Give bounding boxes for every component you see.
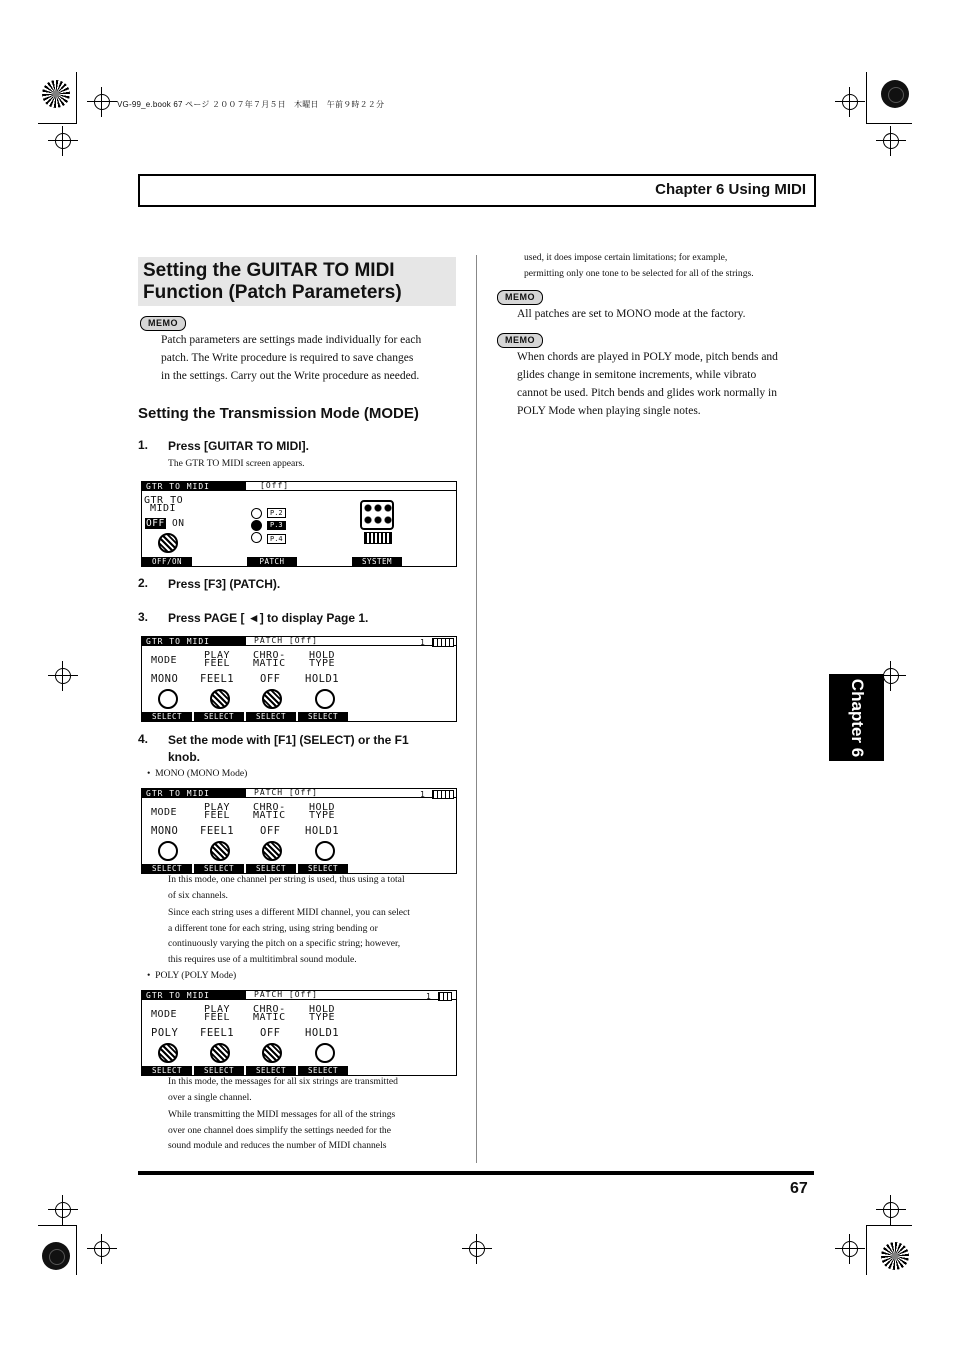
bullet-poly bbox=[147, 968, 236, 984]
crosshair-icon bbox=[55, 668, 71, 684]
memo-text bbox=[161, 331, 421, 385]
fkey-select: SELECT bbox=[298, 712, 348, 721]
continued-text bbox=[524, 250, 754, 281]
lcd-title-rule bbox=[242, 490, 456, 491]
memo-line: in the settings. Carry out the Write procedure as needed. bbox=[161, 370, 420, 382]
lcd-title: GTR TO MIDI bbox=[142, 482, 246, 491]
lcd-page: 1 bbox=[420, 790, 426, 799]
text-line: this requires use of a multitimbral sound module. bbox=[168, 953, 357, 965]
crop-mark bbox=[866, 72, 867, 124]
registration-target-icon bbox=[42, 80, 70, 108]
crosshair-icon bbox=[883, 133, 899, 149]
param-label: PLAY bbox=[204, 1004, 231, 1015]
param-value: FEEL1 bbox=[200, 825, 235, 837]
step-line: Set the mode with [F1] (SELECT) or the F1 bbox=[168, 733, 409, 747]
text-line: glides change in semitone increments, while vibrato bbox=[517, 369, 757, 381]
param-label: CHRO- bbox=[253, 1004, 286, 1015]
bullet-text: POLY (POLY Mode) bbox=[155, 970, 237, 981]
step-number: 4. bbox=[138, 732, 149, 746]
param-label: MODE bbox=[151, 655, 178, 666]
param-value: MONO bbox=[151, 673, 179, 685]
param-label: MATIC bbox=[253, 1012, 286, 1023]
knob-icon bbox=[315, 689, 335, 709]
lcd-screen-mono bbox=[141, 788, 457, 874]
memo-line: patch. The Write procedure is required to save changes bbox=[161, 352, 414, 364]
lcd-screen-poly bbox=[141, 990, 457, 1076]
fkey-select: SELECT bbox=[194, 864, 244, 873]
fkey-select: SELECT bbox=[142, 1066, 192, 1075]
step-number: 2. bbox=[138, 576, 149, 590]
crosshair-icon bbox=[94, 94, 110, 110]
param-value: OFF bbox=[260, 825, 281, 837]
knob-icon bbox=[158, 689, 178, 709]
crop-mark bbox=[866, 1225, 912, 1226]
lcd-status: [Off] bbox=[260, 481, 290, 490]
fkey-select: SELECT bbox=[298, 1066, 348, 1075]
registration-target-icon bbox=[881, 80, 909, 108]
patch-selector-graphic bbox=[247, 500, 297, 546]
poly-description bbox=[168, 1074, 398, 1154]
subsection-title: Setting the Transmission Mode (MODE) bbox=[138, 405, 419, 422]
section-title-line1: Setting the GUITAR TO MIDI bbox=[143, 260, 395, 281]
page-indicator-icon bbox=[432, 790, 454, 799]
step-number: 3. bbox=[138, 610, 149, 624]
param-label: PLAY bbox=[204, 802, 231, 813]
lcd-label: GTR TO bbox=[144, 495, 184, 506]
text-line: While transmitting the MIDI messages for all of the strings bbox=[168, 1109, 396, 1120]
text-line: over one channel does simplify the settings needed for the bbox=[168, 1124, 391, 1136]
param-label: MATIC bbox=[253, 658, 286, 669]
param-label: FEEL bbox=[204, 810, 231, 821]
text-line: cannot be used. Pitch bends and glides work normally in bbox=[517, 387, 777, 399]
param-label: MATIC bbox=[253, 810, 286, 821]
led-icon bbox=[251, 508, 262, 519]
knob-icon bbox=[210, 1043, 230, 1063]
knob-icon bbox=[158, 1043, 178, 1063]
param-label: FEEL bbox=[204, 1012, 231, 1023]
section-heading bbox=[138, 257, 456, 306]
memo-text bbox=[517, 348, 778, 420]
text-line: In this mode, the messages for all six strings are transmitted bbox=[168, 1076, 398, 1087]
crosshair-icon bbox=[469, 1241, 485, 1257]
param-label: CHRO- bbox=[253, 802, 286, 813]
param-value: HOLD1 bbox=[305, 825, 340, 837]
fkey-select: SELECT bbox=[194, 712, 244, 721]
patch-p3-selected: P.3 bbox=[267, 521, 286, 530]
registration-target-icon bbox=[881, 1242, 909, 1270]
crosshair-icon bbox=[94, 1241, 110, 1257]
fkey-select: SELECT bbox=[142, 712, 192, 721]
page-indicator-icon bbox=[438, 992, 452, 1001]
param-value: POLY bbox=[151, 1027, 179, 1039]
column-divider bbox=[476, 255, 477, 1163]
chapter-title: Chapter 6 Using MIDI bbox=[655, 181, 806, 198]
lcd-screen-gtr-to-midi bbox=[141, 481, 457, 567]
param-value: FEEL1 bbox=[200, 673, 235, 685]
fkey-system: SYSTEM bbox=[352, 557, 402, 566]
lcd-page: 1 bbox=[420, 638, 426, 647]
section-title-line2: Function (Patch Parameters) bbox=[143, 282, 402, 303]
step-number: 1. bbox=[138, 438, 149, 452]
knob-icon bbox=[158, 533, 178, 553]
lcd-on-option: ON bbox=[172, 518, 185, 529]
lcd-title: GTR TO MIDI bbox=[142, 637, 246, 646]
crosshair-icon bbox=[883, 1202, 899, 1218]
lcd-off-selected: OFF bbox=[146, 518, 165, 529]
step-line: knob. bbox=[168, 750, 200, 764]
param-label: HOLD bbox=[309, 650, 336, 661]
step-text: Press [GUITAR TO MIDI]. bbox=[168, 439, 309, 453]
step-text: Press [F3] (PATCH). bbox=[168, 577, 281, 591]
page-number: 67 bbox=[790, 1180, 808, 1197]
memo-icon: MEMO bbox=[497, 290, 543, 305]
knob-icon bbox=[210, 841, 230, 861]
bullet-icon: • bbox=[147, 768, 151, 779]
crosshair-icon bbox=[55, 133, 71, 149]
param-label: MODE bbox=[151, 807, 178, 818]
param-label: FEEL bbox=[204, 658, 231, 669]
fkey-select: SELECT bbox=[298, 864, 348, 873]
crop-mark bbox=[38, 1225, 76, 1226]
param-label: TYPE bbox=[309, 1012, 336, 1023]
fkey-patch: PATCH bbox=[247, 557, 297, 566]
file-stamp: VG-99_e.book 67 ページ ２００７年７月５日 木曜日 午前９時２２分 bbox=[117, 100, 385, 109]
param-label: HOLD bbox=[309, 802, 336, 813]
text-line: In this mode, one channel per string is used, thus using a total bbox=[168, 874, 405, 885]
knob-icon bbox=[315, 1043, 335, 1063]
knob-icon bbox=[315, 841, 335, 861]
memo-line: Patch parameters are settings made individually for each bbox=[161, 334, 422, 346]
step-note: The GTR TO MIDI screen appears. bbox=[168, 458, 305, 469]
lcd-status: PATCH [Off] bbox=[254, 990, 318, 999]
fkey-select: SELECT bbox=[246, 712, 296, 721]
crosshair-icon bbox=[842, 94, 858, 110]
chapter-tab-label: Chapter 6 bbox=[847, 678, 867, 757]
crosshair-icon bbox=[842, 1241, 858, 1257]
step-text bbox=[168, 732, 409, 766]
param-value: HOLD1 bbox=[305, 1027, 340, 1039]
crosshair-icon bbox=[55, 1202, 71, 1218]
text-line: used, it does impose certain limitations; for example, bbox=[524, 252, 728, 263]
footer-rule bbox=[138, 1171, 814, 1175]
system-graphic bbox=[358, 500, 394, 546]
step-text: Press PAGE [ ◄] to display Page 1. bbox=[168, 611, 369, 625]
unit-icon bbox=[364, 532, 392, 544]
led-icon bbox=[251, 532, 262, 543]
bullet-text: MONO (MONO Mode) bbox=[155, 768, 248, 779]
param-label: TYPE bbox=[309, 810, 336, 821]
bullet-icon: • bbox=[147, 970, 151, 981]
param-value: HOLD1 bbox=[305, 673, 340, 685]
crop-mark bbox=[76, 1225, 77, 1275]
fkey-select: SELECT bbox=[194, 1066, 244, 1075]
text-line: POLY Mode when playing single notes. bbox=[517, 405, 701, 417]
patch-p2: P.2 bbox=[267, 508, 286, 518]
lcd-title: GTR TO MIDI bbox=[142, 991, 246, 1000]
memo-icon: MEMO bbox=[140, 316, 186, 331]
lcd-label: MIDI bbox=[150, 503, 177, 514]
crop-mark bbox=[38, 123, 76, 124]
mono-description bbox=[168, 872, 410, 967]
knob-icon bbox=[158, 841, 178, 861]
knob-icon bbox=[262, 1043, 282, 1063]
text-line: a different tone for each string, using string bending or bbox=[168, 922, 378, 934]
text-line: sound module and reduces the number of MIDI channels bbox=[168, 1140, 387, 1151]
text-line: permitting only one tone to be selected for all of the strings. bbox=[524, 267, 754, 279]
text-line: over a single channel. bbox=[168, 1091, 252, 1103]
bullet-mono bbox=[147, 766, 247, 782]
crosshair-icon bbox=[883, 668, 899, 684]
crop-mark bbox=[76, 72, 77, 124]
knob-icon bbox=[262, 689, 282, 709]
param-label: MODE bbox=[151, 1009, 178, 1020]
fkey-select: SELECT bbox=[246, 864, 296, 873]
lcd-title-rule bbox=[242, 999, 456, 1000]
param-value: MONO bbox=[151, 825, 179, 837]
param-value: OFF bbox=[260, 1027, 281, 1039]
fkey-select: SELECT bbox=[246, 1066, 296, 1075]
knob-icon bbox=[210, 689, 230, 709]
knob-icon bbox=[262, 841, 282, 861]
param-label: PLAY bbox=[204, 650, 231, 661]
lcd-status: PATCH [Off] bbox=[254, 788, 318, 797]
text-line: of six channels. bbox=[168, 889, 228, 901]
patch-p4: P.4 bbox=[267, 534, 286, 544]
param-label: TYPE bbox=[309, 658, 336, 669]
lcd-page: 1 bbox=[426, 992, 432, 1001]
lcd-screen-patch-page1 bbox=[141, 636, 457, 722]
param-value: FEEL1 bbox=[200, 1027, 235, 1039]
param-label: CHRO- bbox=[253, 650, 286, 661]
lcd-title: GTR TO MIDI bbox=[142, 789, 246, 798]
text-line: When chords are played in POLY mode, pitch bends and bbox=[517, 351, 778, 363]
crop-mark bbox=[866, 123, 912, 124]
crop-mark bbox=[866, 1225, 867, 1275]
text-line: Since each string uses a different MIDI channel, you can select bbox=[168, 907, 410, 918]
registration-target-icon bbox=[42, 1242, 70, 1270]
fkey-off-on: OFF/ON bbox=[142, 557, 192, 566]
fkey-select: SELECT bbox=[142, 864, 192, 873]
chapter-side-tab bbox=[829, 674, 884, 761]
memo-text: All patches are set to MONO mode at the factory. bbox=[517, 308, 746, 320]
memo-icon: MEMO bbox=[497, 333, 543, 348]
led-icon bbox=[251, 520, 262, 531]
lcd-status: PATCH [Off] bbox=[254, 636, 318, 645]
text-line: continuously varying the pitch on a specific string; however, bbox=[168, 938, 401, 949]
page-indicator-icon bbox=[432, 638, 454, 647]
param-label: HOLD bbox=[309, 1004, 336, 1015]
pedalboard-icon bbox=[360, 500, 394, 530]
param-value: OFF bbox=[260, 673, 281, 685]
chapter-header bbox=[138, 174, 816, 207]
